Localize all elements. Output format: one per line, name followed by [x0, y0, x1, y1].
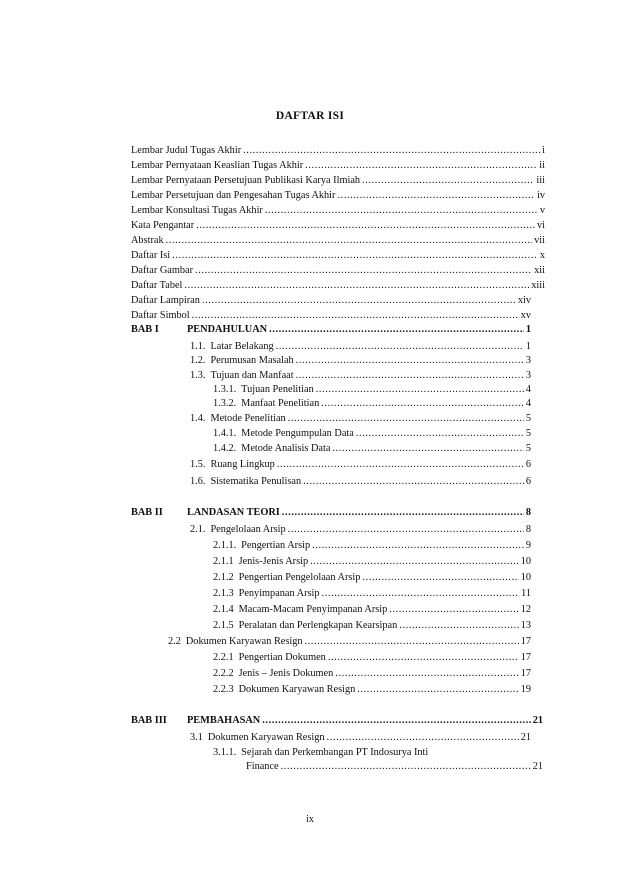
- toc-page-number: 1: [525, 324, 531, 335]
- section-number: 2.1.4: [213, 604, 234, 615]
- section-number: 2.2: [168, 636, 181, 647]
- toc-entry[interactable]: [213, 397, 531, 410]
- toc-page-number: xv: [520, 310, 531, 321]
- toc-page-number: xiv: [517, 295, 531, 306]
- toc-page-number: 10: [520, 572, 531, 583]
- toc-entry[interactable]: [213, 427, 531, 440]
- toc-entry[interactable]: [131, 204, 545, 217]
- toc-entry-text: Pengelolaan Arsip: [210, 524, 286, 535]
- toc-entry-text: Tujuan Penelitian: [241, 384, 314, 395]
- toc-entry-text: Daftar Simbol: [131, 310, 190, 321]
- toc-entry[interactable]: [213, 587, 531, 600]
- toc-page-number: 1: [525, 341, 531, 352]
- toc-page-number: 17: [520, 668, 531, 679]
- toc-entry-text: Daftar Tabel: [131, 280, 183, 291]
- toc-entry[interactable]: [168, 635, 531, 648]
- chapter-title: PEMBAHASAN: [187, 715, 261, 726]
- toc-entry[interactable]: [213, 603, 531, 616]
- section-number: 1.4.2.: [213, 443, 237, 454]
- toc-page-number: vi: [536, 220, 545, 231]
- toc-entry-text: Macam-Macam Penyimpanan Arsip: [238, 604, 388, 615]
- dot-leader: [310, 555, 519, 568]
- toc-page-number: 3: [525, 370, 531, 381]
- section-number: 1.6.: [190, 476, 206, 487]
- toc-entry-text: Finance: [246, 761, 279, 772]
- section-number: 2.2.3: [213, 684, 234, 695]
- toc-entry[interactable]: [131, 174, 545, 187]
- section-number: 1.3.1.: [213, 384, 237, 395]
- toc-entry[interactable]: [213, 442, 531, 455]
- page-title: DAFTAR ISI: [275, 110, 345, 122]
- toc-entry[interactable]: [213, 667, 531, 680]
- section-number: 2.1.5: [213, 620, 234, 631]
- toc-entry[interactable]: [213, 619, 531, 632]
- toc-page-number: xiii: [531, 280, 545, 291]
- chapter-heading[interactable]: [131, 506, 531, 519]
- toc-entry-text: Manfaat Penelitian: [241, 398, 320, 409]
- dot-leader: [321, 397, 524, 410]
- toc-page-number: iii: [536, 175, 545, 186]
- toc-entry-text: Lembar Pernyataan Keaslian Tugas Akhir: [131, 160, 304, 171]
- toc-entry[interactable]: [213, 651, 531, 664]
- dot-leader: [277, 458, 524, 471]
- toc-entry-text: Peralatan dan Perlengkapan Kearsipan: [238, 620, 398, 631]
- dot-leader: [337, 189, 535, 202]
- toc-entry-text: Daftar Isi: [131, 250, 171, 261]
- toc-entry-text: Perumusan Masalah: [210, 355, 294, 366]
- dot-leader: [202, 294, 516, 307]
- chapter-label: BAB II: [131, 507, 163, 518]
- toc-entry[interactable]: [246, 760, 543, 773]
- toc-entry-text: Lembar Konsultasi Tugas Akhir: [131, 205, 263, 216]
- toc-page-number: v: [539, 205, 545, 216]
- toc-page-number: 4: [525, 398, 531, 409]
- section-number: 2.1.1: [213, 556, 234, 567]
- chapter-heading[interactable]: [131, 323, 531, 336]
- toc-entry-text: Pengertian Dokumen: [238, 652, 326, 663]
- toc-page-number: 19: [520, 684, 531, 695]
- toc-page-number: 8: [525, 507, 531, 518]
- toc-page-number: 11: [521, 588, 531, 599]
- section-number: 2.1.: [190, 524, 206, 535]
- dot-leader: [288, 523, 524, 536]
- toc-page-number: 17: [520, 652, 531, 663]
- dot-leader: [243, 144, 540, 157]
- toc-entry[interactable]: [131, 279, 545, 292]
- dot-leader: [296, 369, 524, 382]
- dot-leader: [327, 731, 519, 744]
- chapter-label: BAB I: [131, 324, 159, 335]
- toc-entry[interactable]: [131, 159, 545, 172]
- dot-leader: [172, 249, 538, 262]
- section-number: 1.3.: [190, 370, 206, 381]
- toc-entry[interactable]: [131, 309, 531, 322]
- toc-entry-text: Jenis – Jenis Dokumen: [238, 668, 334, 679]
- toc-entry-text: Kata Pengantar: [131, 220, 195, 231]
- dot-leader: [389, 603, 518, 616]
- section-number: 1.3.2.: [213, 398, 237, 409]
- section-number: 3.1.1.: [213, 747, 237, 758]
- toc-entry-text: Sistematika Penulisan: [210, 476, 302, 487]
- toc-entry-text: Lembar Pernyataan Persetujuan Publikasi Karya Ilmiah: [131, 175, 361, 186]
- dot-leader: [312, 539, 524, 552]
- toc-entry[interactable]: [213, 555, 531, 568]
- toc-entry-text: Pengertian Arsip: [241, 540, 311, 551]
- toc-entry-text: Abstrak: [131, 235, 164, 246]
- dot-leader: [192, 309, 519, 322]
- toc-entry[interactable]: [131, 294, 531, 307]
- dot-leader: [357, 683, 518, 696]
- section-number: 1.4.: [190, 413, 206, 424]
- section-number: 1.4.1.: [213, 428, 237, 439]
- section-number: 2.1.2: [213, 572, 234, 583]
- section-number: 2.1.1.: [213, 540, 237, 551]
- dot-leader: [305, 635, 519, 648]
- toc-page-number: 21: [520, 732, 531, 743]
- toc-entry-text: Penyimpanan Arsip: [238, 588, 320, 599]
- toc-entry[interactable]: [190, 340, 531, 353]
- toc-entry[interactable]: [131, 234, 545, 247]
- dot-leader: [399, 619, 518, 632]
- section-number: 2.2.1: [213, 652, 234, 663]
- toc-entry-text: Sejarah dan Perkembangan PT Indosurya Inti: [241, 747, 429, 758]
- toc-page-number: 5: [525, 413, 531, 424]
- dot-leader: [269, 323, 524, 336]
- section-number: 1.5.: [190, 459, 206, 470]
- toc-page-number: 9: [525, 540, 531, 551]
- dot-leader: [281, 760, 531, 773]
- toc-entry[interactable]: [131, 144, 545, 157]
- toc-entry-text: Metode Penelitian: [210, 413, 286, 424]
- toc-entry-text: Tujuan dan Manfaat: [210, 370, 294, 381]
- toc-entry[interactable]: [213, 571, 531, 584]
- toc-entry[interactable]: [190, 369, 531, 382]
- toc-entry[interactable]: [190, 731, 531, 744]
- dot-leader: [316, 383, 524, 396]
- chapter-title: PENDAHULUAN: [187, 324, 268, 335]
- toc-entry[interactable]: [131, 219, 545, 232]
- toc-page-number: 21: [532, 761, 543, 772]
- toc-page-number: vii: [534, 235, 545, 246]
- toc-entry-text: Daftar Lampiran: [131, 295, 200, 306]
- toc-entry-text: Latar Belakang: [210, 341, 274, 352]
- toc-entry-text: Lembar Judul Tugas Akhir: [131, 145, 242, 156]
- toc-page-number: 17: [520, 636, 531, 647]
- toc-page-number: ii: [539, 160, 545, 171]
- toc-page-number: 13: [520, 620, 531, 631]
- toc-page-number: x: [539, 250, 545, 261]
- toc-entry[interactable]: [190, 354, 531, 367]
- dot-leader: [166, 234, 533, 247]
- dot-leader: [265, 204, 538, 217]
- toc-page-number: 4: [525, 384, 531, 395]
- toc-entry[interactable]: [131, 249, 545, 262]
- toc-entry-text: Ruang Lingkup: [210, 459, 275, 470]
- toc-entry[interactable]: [213, 383, 531, 396]
- toc-entry[interactable]: [190, 458, 531, 471]
- chapter-label: BAB III: [131, 715, 167, 726]
- dot-leader: [362, 174, 534, 187]
- dot-leader: [356, 427, 524, 440]
- page-number-footer: ix: [306, 814, 314, 825]
- toc-page-number: 12: [520, 604, 531, 615]
- toc-page-number: 10: [520, 556, 531, 567]
- toc-entry-text: Metode Analisis Data: [241, 443, 331, 454]
- dot-leader: [303, 475, 524, 488]
- toc-page-number: 3: [525, 355, 531, 366]
- section-number: 1.2.: [190, 355, 206, 366]
- toc-entry[interactable]: [190, 475, 531, 488]
- toc-page-number: 5: [525, 428, 531, 439]
- toc-entry[interactable]: [213, 539, 531, 552]
- dot-leader: [262, 714, 530, 727]
- toc-page-number: 6: [525, 459, 531, 470]
- toc-entry-text: Dokumen Karyawan Resign: [238, 684, 356, 695]
- dot-leader: [322, 587, 520, 600]
- toc-page-number: 21: [532, 715, 543, 726]
- dot-leader: [195, 264, 532, 277]
- toc-entry[interactable]: [190, 523, 531, 536]
- toc-page-number: 6: [525, 476, 531, 487]
- dot-leader: [332, 442, 523, 455]
- toc-entry-text: Dokumen Karyawan Resign: [207, 732, 325, 743]
- toc-page-number: 8: [525, 524, 531, 535]
- section-number: 1.1.: [190, 341, 206, 352]
- section-number: 2.1.3: [213, 588, 234, 599]
- toc-entry-text: Lembar Persetujuan dan Pengesahan Tugas Akhir: [131, 190, 336, 201]
- chapter-title: LANDASAN TEORI: [187, 507, 280, 518]
- section-number: 2.2.2: [213, 668, 234, 679]
- dot-leader: [184, 279, 529, 292]
- dot-leader: [328, 651, 519, 664]
- toc-page-number: 5: [525, 443, 531, 454]
- toc-entry[interactable]: [190, 412, 531, 425]
- toc-entry-text: Dokumen Karyawan Resign: [185, 636, 303, 647]
- toc-entry[interactable]: [131, 189, 545, 202]
- toc-entry-text: Metode Pengumpulan Data: [241, 428, 354, 439]
- dot-leader: [296, 354, 524, 367]
- chapter-heading[interactable]: [131, 714, 543, 727]
- dot-leader: [362, 571, 518, 584]
- toc-entry[interactable]: [213, 683, 531, 696]
- section-number: 3.1: [190, 732, 203, 743]
- toc-entry-text: Pengertian Pengelolaan Arsip: [238, 572, 361, 583]
- dot-leader: [305, 159, 537, 172]
- toc-entry[interactable]: [213, 746, 543, 759]
- toc-entry-text: Jenis-Jenis Arsip: [238, 556, 309, 567]
- toc-page-number: xii: [534, 265, 545, 276]
- toc-entry-text: Daftar Gambar: [131, 265, 194, 276]
- toc-entry[interactable]: [131, 264, 545, 277]
- dot-leader: [276, 340, 524, 353]
- dot-leader: [288, 412, 524, 425]
- dot-leader: [282, 506, 524, 519]
- dot-leader: [196, 219, 535, 232]
- dot-leader: [335, 667, 518, 680]
- toc-page-number: iv: [536, 190, 545, 201]
- toc-page-number: i: [542, 145, 545, 156]
